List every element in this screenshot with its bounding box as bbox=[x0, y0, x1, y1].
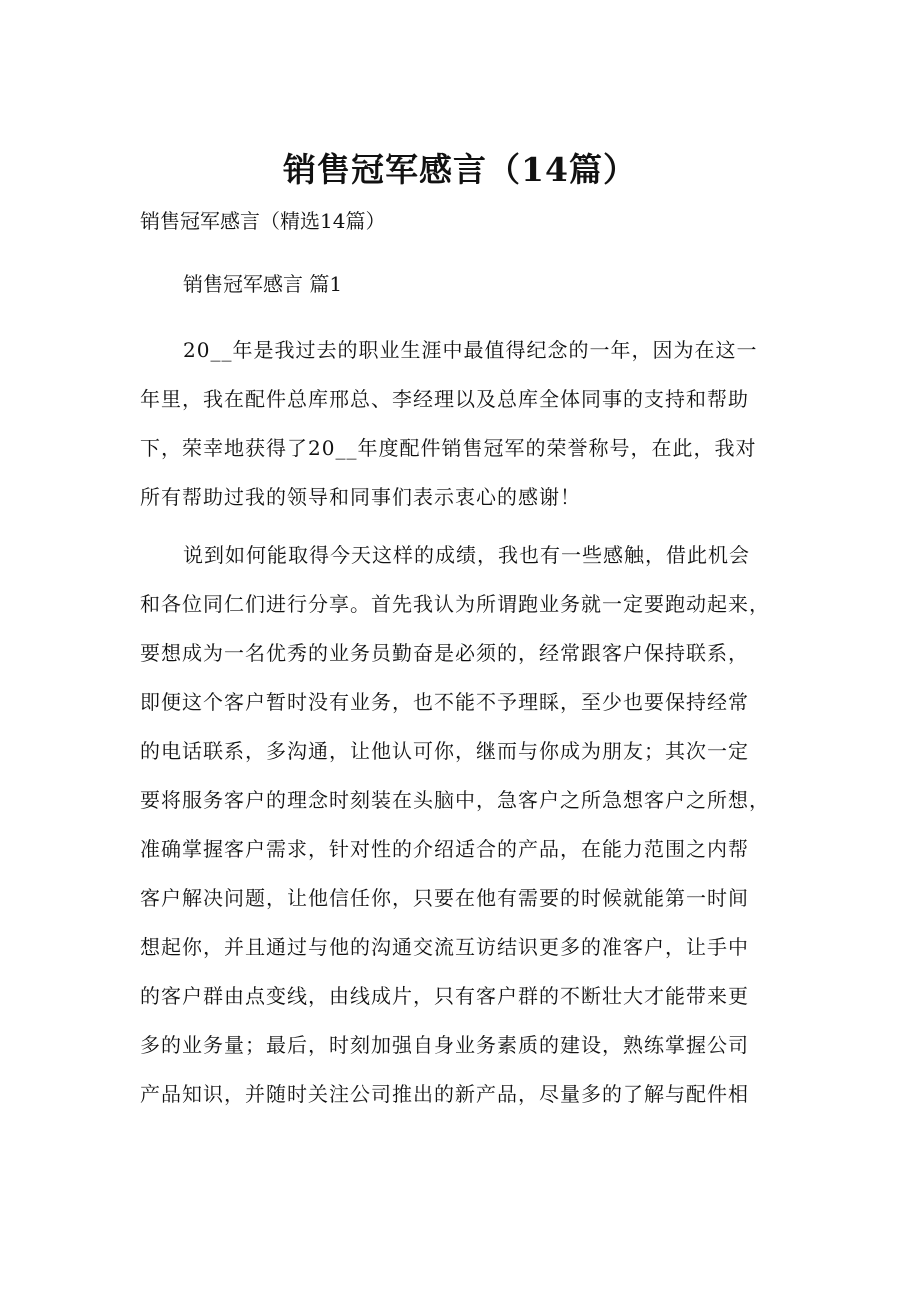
paragraph-line: 多的业务量；最后，时刻加强自身业务素质的建设，熟练掌握公司 bbox=[140, 1033, 749, 1057]
paragraph-line: 要将服务客户的理念时刻装在头脑中，急客户之所急想客户之所想， bbox=[140, 788, 770, 812]
paragraph-line: 的电话联系，多沟通，让他认可你，继而与你成为朋友；其次一定 bbox=[140, 739, 749, 763]
document-title: 销售冠军感言（14篇） bbox=[283, 150, 637, 189]
paragraph-line: 即便这个客户暂时没有业务，也不能不予理睬，至少也要保持经常 bbox=[140, 690, 749, 714]
paragraph-line: 年里，我在配件总库邢总、李经理以及总库全体同事的支持和帮助 bbox=[140, 387, 749, 411]
paragraph-1 bbox=[140, 326, 800, 522]
document-subtitle: 销售冠军感言（精选14篇） bbox=[140, 209, 386, 233]
section-heading: 销售冠军感言 篇1 bbox=[183, 272, 343, 296]
paragraph-line: 产品知识，并随时关注公司推出的新产品，尽量多的了解与配件相 bbox=[140, 1082, 749, 1106]
paragraph-line: 想起你，并且通过与他的沟通交流互访结识更多的准客户，让手中 bbox=[140, 935, 749, 959]
paragraph-line: 说到如何能取得今天这样的成绩，我也有一些感触，借此机会 bbox=[183, 543, 750, 567]
paragraph-2 bbox=[140, 531, 800, 1119]
paragraph-line: 和各位同仁们进行分享。首先我认为所谓跑业务就一定要跑动起来， bbox=[140, 592, 770, 616]
paragraph-line: 的客户群由点变线，由线成片，只有客户群的不断壮大才能带来更 bbox=[140, 984, 749, 1008]
paragraph-line: 下，荣幸地获得了20__年度配件销售冠军的荣誉称号，在此，我对 bbox=[140, 436, 757, 460]
paragraph-line: 20__年是我过去的职业生涯中最值得纪念的一年，因为在这一 bbox=[183, 338, 758, 362]
paragraph-line: 要想成为一名优秀的业务员勤奋是必须的，经常跟客户保持联系， bbox=[140, 641, 749, 665]
paragraph-line: 准确掌握客户需求，针对性的介绍适合的产品，在能力范围之内帮 bbox=[140, 837, 749, 861]
paragraph-line: 所有帮助过我的领导和同事们表示衷心的感谢！ bbox=[140, 485, 581, 509]
paragraph-line: 客户解决问题，让他信任你，只要在他有需要的时候就能第一时间 bbox=[140, 886, 749, 910]
